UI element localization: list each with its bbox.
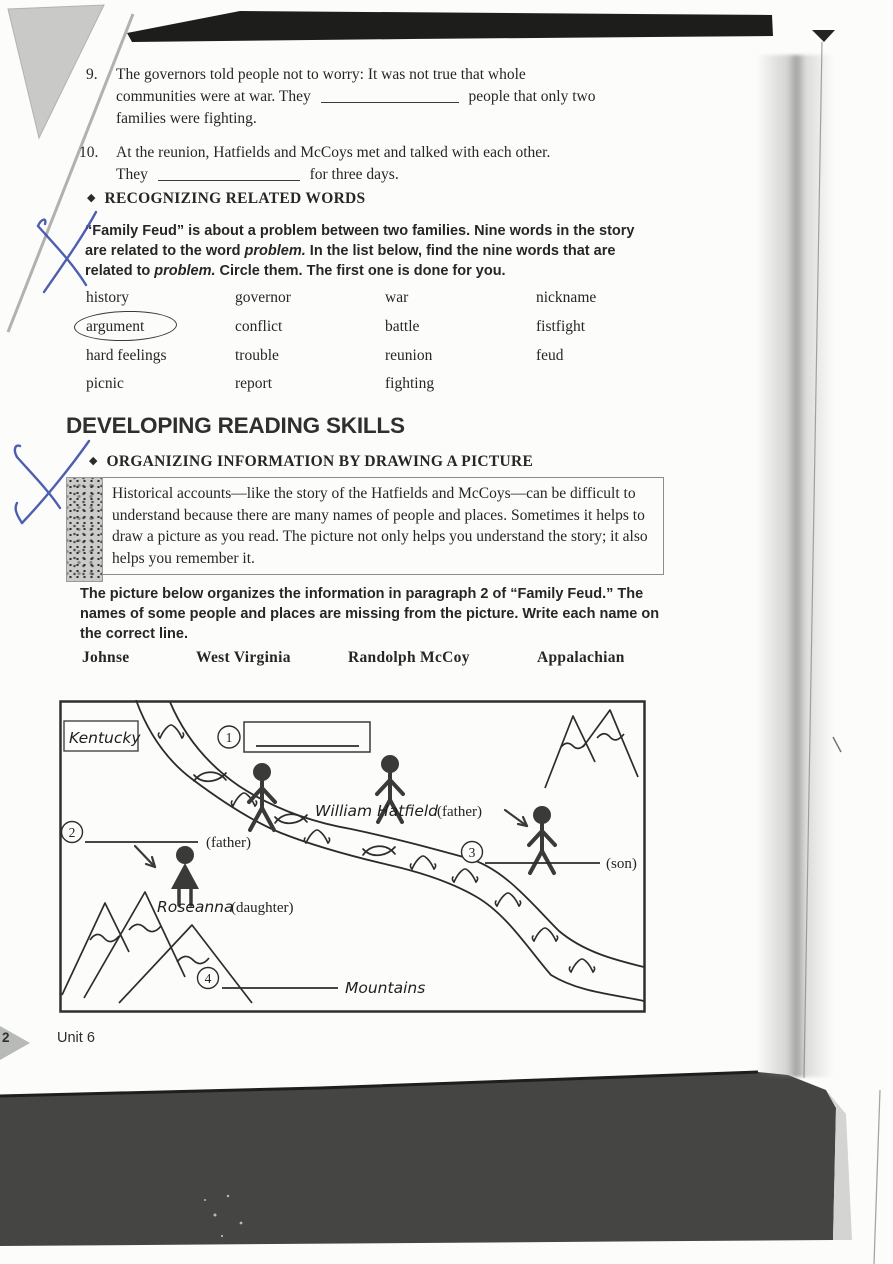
tip-box-texture-bar <box>66 477 103 582</box>
q9-line3: families were fighting. <box>116 110 257 127</box>
intro-line3-post: Circle them. The first one is done for you. <box>215 263 506 279</box>
organizing-heading-text: ORGANIZING INFORMATION BY DRAWING A PICTURE <box>106 453 534 470</box>
word-bank-item: West Virginia <box>196 649 291 666</box>
word-item: nickname <box>536 289 597 306</box>
picture-instructions: The picture below organizes the information in paragraph 2 of “Family Feud.” The names of some people and places are missing from the picture. Write each name on the correct line. <box>80 586 660 642</box>
wave-icon <box>569 959 594 972</box>
stick-figure-roseanna <box>171 846 199 905</box>
word-item: trouble <box>235 347 279 364</box>
intro-line2-italic: problem. <box>244 243 306 259</box>
q10-line2-post: for three days. <box>309 166 399 183</box>
related-words-intro-line2 <box>85 243 615 259</box>
related-words-intro-line3 <box>85 263 506 279</box>
son-label: (son) <box>606 856 637 872</box>
q9-line2 <box>116 88 595 106</box>
wave-icon <box>158 725 183 738</box>
organizing-heading <box>89 453 533 471</box>
word-item: reunion <box>385 347 433 364</box>
arrow-icon <box>505 810 527 826</box>
q10-line2 <box>116 166 399 184</box>
related-words-heading <box>87 190 365 208</box>
q9-line2-post: people that only two <box>468 88 596 105</box>
q9-line2-pre: communities were at war. They <box>116 88 311 105</box>
intro-line2-post: In the list below, find the nine words that are <box>305 243 616 259</box>
intro-line3-pre: related to <box>85 263 155 279</box>
word-item: feud <box>536 347 564 364</box>
word-item: governor <box>235 289 291 306</box>
q9-line1: The governors told people not to worry: It was not true that whole <box>116 66 526 83</box>
scanner-edge-bar <box>127 11 773 42</box>
diamond-bullet-icon: ◆ <box>89 455 98 467</box>
unit-label: Unit 6 <box>57 1030 95 1046</box>
word-item: picnic <box>86 375 124 392</box>
word-item: fighting <box>385 375 435 392</box>
blank-4-number: 4 <box>204 971 212 986</box>
q10-line2-pre: They <box>116 166 148 183</box>
page-curl-shadow <box>756 55 834 1077</box>
mountain-icon <box>545 710 638 788</box>
stray-mark <box>833 737 841 752</box>
word-item: war <box>385 289 409 306</box>
wave-icon <box>452 869 477 882</box>
q10-number: 10. <box>79 144 99 161</box>
roseanna-name: Roseanna <box>157 898 234 916</box>
q10-line1: At the reunion, Hatfields and McCoys met and talked with each other. <box>116 144 551 161</box>
scan-dark-band <box>0 1072 836 1246</box>
word-item-circled: argument <box>86 318 145 335</box>
word-item: battle <box>385 318 420 335</box>
blank-3-number: 3 <box>468 845 476 860</box>
word-bank-item: Randolph McCoy <box>348 649 470 666</box>
william-hatfield-name: William Hatfield <box>315 802 439 820</box>
fish-icon <box>194 772 226 781</box>
blank-4 <box>198 968 426 998</box>
word-item: conflict <box>235 318 283 335</box>
related-words-intro-line1: “Family Feud” is about a problem between two families. Nine words in the story <box>85 223 635 239</box>
blank-2 <box>62 822 251 852</box>
intro-line3-italic: problem. <box>154 263 216 279</box>
wave-icon <box>304 830 329 843</box>
section-heading: DEVELOPING READING SKILLS <box>66 413 405 438</box>
kentucky-label: Kentucky <box>69 729 141 747</box>
picture-diagram <box>59 700 646 1013</box>
tip-text: Historical accounts—like the story of the Hatfields and McCoys—can be difficult to understand because there are many names of people and places. Sometimes it helps to draw a picture as you read. The picture not only helps you understand the story; it also helps you remember it. <box>112 485 648 567</box>
word-item: fistfight <box>536 318 586 335</box>
word-bank-item: Johnse <box>82 649 130 666</box>
blank-1-number: 1 <box>225 730 233 745</box>
q9-number: 9. <box>86 66 98 83</box>
word-bank-item: Appalachian <box>537 649 625 666</box>
word-item: hard feelings <box>86 347 167 364</box>
q9-answer-blank <box>321 88 459 103</box>
word-item: report <box>235 375 273 392</box>
corner-marker <box>812 30 835 42</box>
page-edge-line-bottom <box>874 1090 880 1264</box>
wave-icon <box>495 893 520 906</box>
mountains-label: Mountains <box>345 979 426 997</box>
fish-icon <box>363 846 395 855</box>
fish-icon <box>275 814 307 823</box>
wave-icon <box>532 928 557 941</box>
q10-answer-blank <box>158 166 300 181</box>
william-hatfield-role: (father) <box>437 804 482 820</box>
arrow-icon <box>135 846 155 867</box>
blank-1 <box>218 722 370 752</box>
related-words-heading-text: RECOGNIZING RELATED WORDS <box>104 190 366 207</box>
word-item: history <box>86 289 130 306</box>
page-number: 2 <box>2 1030 10 1045</box>
father-label: (father) <box>206 835 251 851</box>
intro-line2-pre: are related to the word <box>85 243 245 259</box>
diamond-bullet-icon: ◆ <box>87 192 96 204</box>
blank-2-number: 2 <box>68 825 76 840</box>
wave-icon <box>410 856 435 869</box>
roseanna-role: (daughter) <box>231 900 294 916</box>
